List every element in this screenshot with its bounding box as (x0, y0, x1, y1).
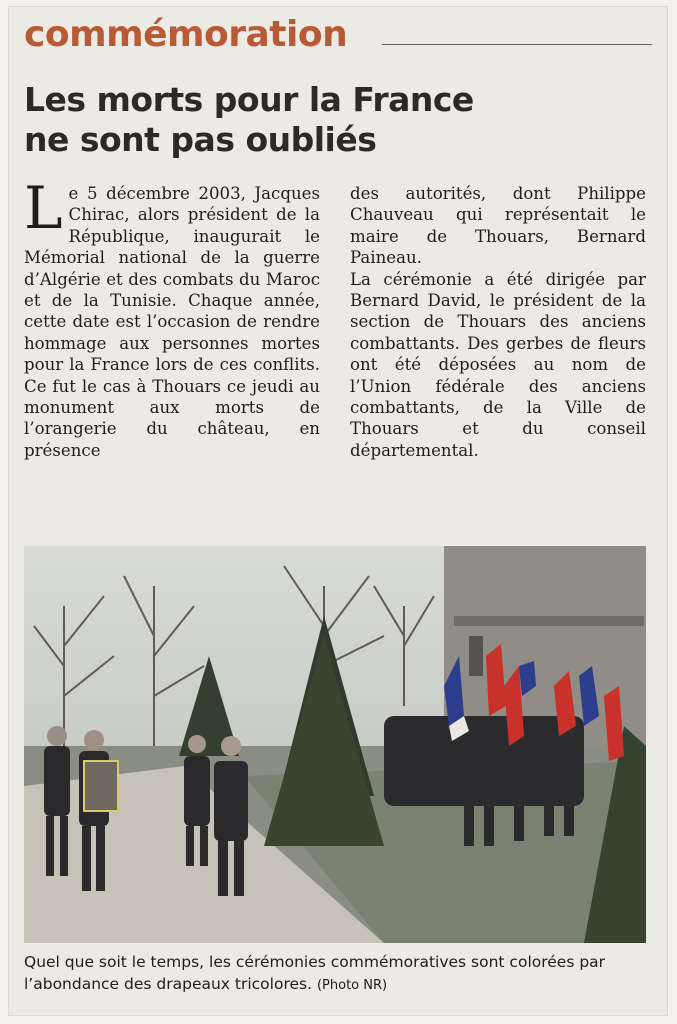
headline (24, 80, 644, 160)
drop-cap: L (24, 174, 63, 242)
ceremony-photo (24, 546, 646, 943)
article-paragraph-2: des autorités, dont Philippe Chauveau qui représentait le maire de Thouars, Bernard Paineau. (350, 184, 646, 268)
article-left-text: e 5 décembre 2003, Jacques Chirac, alors président de la République, inaugurait le Mémorial national de la guerre d’Algérie et des combats du Maroc et de la Tunisie. Chaque année, cette date est l’occasion de rendre hommage aux personnes mortes pour la France lors de ces conflits. Ce fut le cas à Thouars ce jeudi au monument aux morts de l’orangerie du château, en présence (24, 184, 320, 460)
headline-line-1: Les morts pour la France (24, 80, 474, 119)
section-rubric: commémoration (24, 14, 348, 55)
article-column-left (24, 174, 320, 461)
photo-caption (24, 951, 654, 997)
photo-illustration (24, 546, 646, 943)
headline-line-2: ne sont pas oubliés (24, 120, 377, 159)
rubric-rule (382, 44, 652, 45)
newspaper-clipping (8, 6, 668, 1016)
photo-credit: (Photo NR) (316, 978, 388, 993)
caption-text: Quel que soit le temps, les cérémonies commémoratives sont colorées par l’abondance des drapeaux tricolores. (24, 953, 606, 993)
article-column-right (350, 183, 646, 461)
article-paragraph-3: La cérémonie a été dirigée par Bernard David, le président de la section de Thouars des anciens combattants. Des gerbes de fleurs ont été déposées au nom de l’Union fédérale des anciens combattants, de la Ville de Thouars et du conseil départemental. (350, 269, 646, 460)
article-paragraph-1 (24, 174, 320, 461)
